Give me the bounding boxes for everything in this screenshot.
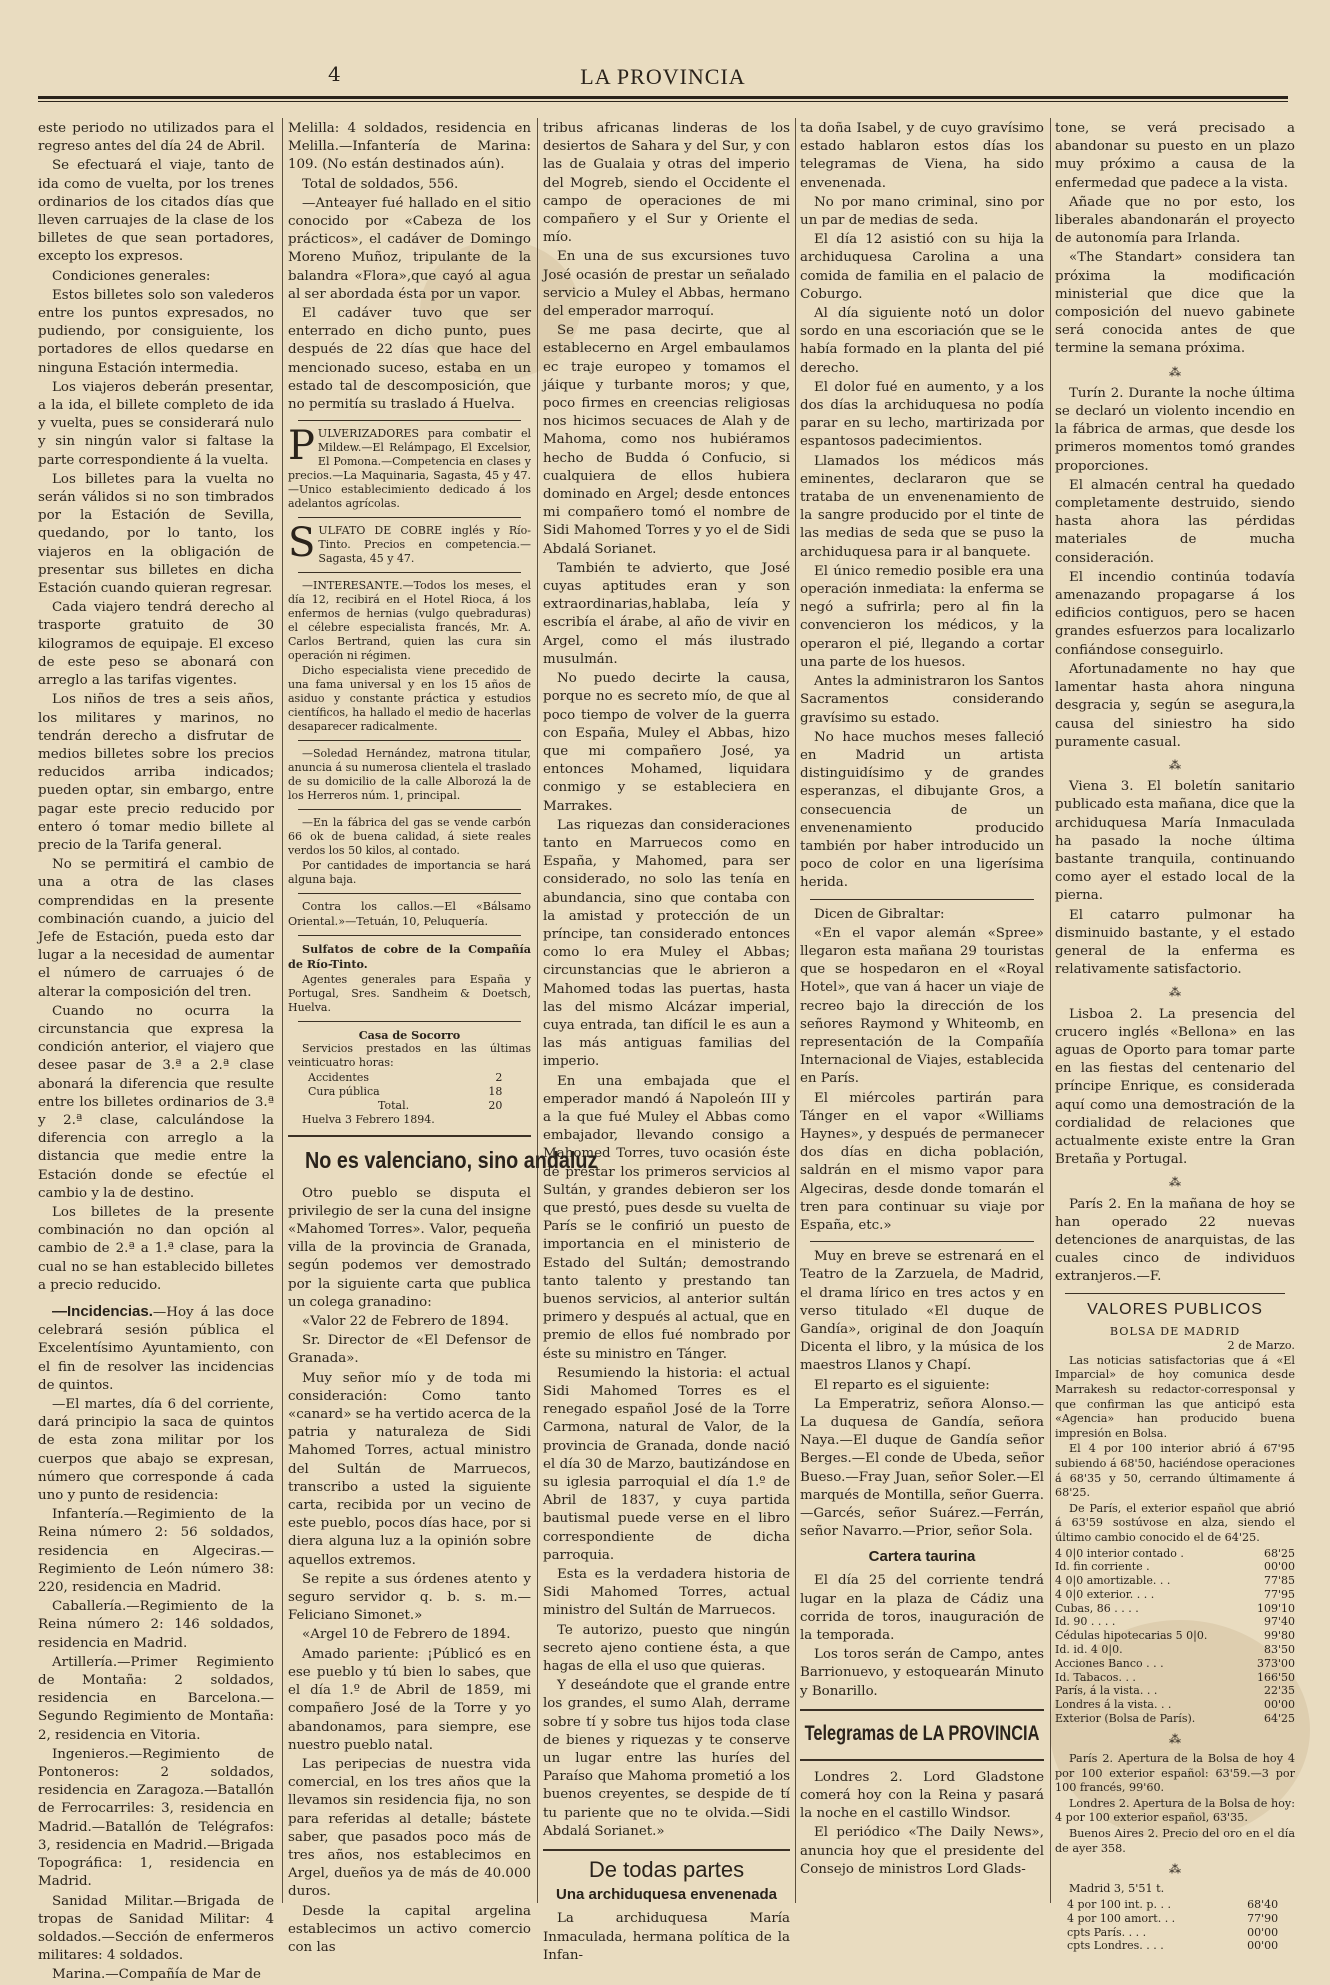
paragraph: Dicen de Gibraltar: (814, 906, 945, 922)
table-cell: 00'00 (1263, 1698, 1295, 1712)
table-row (1055, 1602, 1295, 1616)
column-divider (1050, 118, 1051, 1903)
paragraph: «Argel 10 de Febrero de 1894. (302, 1627, 511, 1643)
quotes-table (1055, 1547, 1295, 1726)
article-headline: Una archiduquesa envenenada (556, 1886, 777, 1904)
table-cell: 4 por 100 int. p. . . (1067, 1898, 1171, 1912)
paragraph: Los billetes de la presente combinación no dan opción al cambio de 2.ª a 1.ª clase, para la cual no se han establecido billetes a precio reducido. (38, 1204, 274, 1293)
separator (298, 1021, 521, 1022)
paragraph: Los toros serán de Campo, antes Barrionuevo, y estoquearán Minuto y Bonarillo. (800, 1647, 1044, 1699)
header-rule (38, 96, 1288, 102)
paragraph: Añade que no por esto, los liberales abandonarán el proyecto de autonomía para Irlanda. (1055, 194, 1295, 247)
table-cell: 166'50 (1256, 1670, 1295, 1684)
incidencias-text: —Hoy á las doce celebrará sesión pública el Excelentísimo Ayuntamiento, con el fin de resolver las incidencias de quintos. (38, 1305, 274, 1393)
socorro-title: Casa de Socorro (358, 1027, 461, 1042)
asterism-icon: ⁂ (1169, 985, 1181, 1000)
column-4 (800, 120, 1044, 1905)
paragraph: Amado pariente: ¡Públicó es en ese pueblo y tú bien lo sabes, que el día 1.º de Abril de 1859, mi compañero José de la Torre y yo abandonamos, para siempre, ese nuestro pueblo natal. (288, 1646, 531, 1753)
ad-paragraph: Por cantidades de importancia se hará alguna baja. (288, 859, 531, 887)
paragraph: Los niños de tres a seis años, los militares y marinos, no tendrán derecho a disfrutar de medios billetes sobre los precios reducidos arriba indicados; pueden optar, sin embargo, entre pagar este precio reducido por entero ó tomar medio billete al precio de la Tarifa general. (38, 692, 274, 853)
paragraph: «En el vapor alemán «Spree» llegaron esta mañana 29 touristas que se hospedaron en el «Royal Hotel», que van á hacer un viaje de recreo bajo la dirección de los señores Raymond y Whiteomb, en representación de la Compañía Internacional de Viajes, establecida en París. (800, 925, 1044, 1087)
table-cell: Id. 90 . . . . (1055, 1615, 1116, 1629)
paragraph: El periódico «The Daily News», anuncia hoy que el presidente del Consejo de ministros Lord Glads- (800, 1825, 1044, 1877)
paragraph: Y deseándote que el grande entre los grandes, el sumo Alah, derrame sobre tí y sobre tus hijos toda clase de bienes y riquezas y te conserve un lugar entre las huríes del Paraíso que Mahoma prometió a los buenos creyentes, se despide de tí tu pariente que no te olvida.—Sidi Abdalá Sorianet.» (543, 1678, 790, 1839)
table-cell: Londres á la vista. . . (1055, 1698, 1172, 1712)
table-cell: 00'00 (1247, 1939, 1279, 1953)
table-row (308, 1099, 502, 1113)
paragraph: Al día siguiente notó un dolor sordo en una escoriación que se le había formado en la planta del pié derecho. (800, 306, 1044, 376)
paragraph: Afortunadamente no hay que lamentar hasta ahora ninguna desgracia y, según se asegura,la causa del siniestro ha sido puramente casual. (1055, 661, 1295, 750)
paragraph: Viena 3. El boletín sanitario publicado esta mañana, dice que la archiduquesa María Inmaculada ha pasado la noche última bastante tranquila, continuando como ayer el estado local de la pierna. (1055, 779, 1295, 904)
paragraph: Se repite a sus órdenes atento y seguro servidor q. b. s. m.—Feliciano Simonet.» (288, 1571, 531, 1624)
article-headline: No es valenciano, sino andaluz (305, 1146, 598, 1173)
ad-paragraph: Dicho especialista viene precedido de una fama universal y en los 15 años de asiduo y constante práctica y estudios científicos, ha hallado el medio de hacerlas desaparecer radicalmente. (288, 664, 531, 734)
article-headline: Cartera taurina (868, 1548, 976, 1566)
table-row (1055, 1588, 1295, 1602)
table-cell: París, á la vista. . . (1055, 1684, 1158, 1698)
paragraph: El miércoles partirán para Tánger en el vapor «Williams Haynes», y después de permanecer dos días en dicha población, saldrán en el mismo vapor para Algeciras, desde donde tomarán el tren para continuar su viaje por España, etc.» (800, 1090, 1044, 1233)
section-headline: De todas partes (588, 1857, 745, 1883)
paragraph: Muy en breve se estrenará en el Teatro de la Zarzuela, de Madrid, el drama lírico en tres actos y en verso titulado «El duque de Gandía», original de don Joaquín Dicenta el libro, y la música de los maestros Llanos y Chapí. (800, 1249, 1044, 1374)
table-cell: Total. (378, 1098, 410, 1112)
separator (800, 1709, 1044, 1711)
column-3 (543, 120, 790, 1963)
table-cell: 77'85 (1263, 1574, 1295, 1588)
paragraph: Antes la administraron los Santos Sacramentos considerando gravísimo su estado. (800, 674, 1044, 726)
separator (800, 1759, 1044, 1761)
paragraph: Llamados los médicos más eminentes, declararon que se trataba de un envenenamiento de la sangre producido por el tinte de las medias de seda que se puso la archiduquesa para ir al banquete. (800, 453, 1044, 560)
paragraph: La archiduquesa María Inmaculada, hermana política de la Infan- (543, 1911, 790, 1963)
ad-sulfato (288, 520, 531, 567)
paragraph: Te autorizo, puesto que ningún secreto ajeno contiene ésta, a que hagas de ella el uso que quieras. (543, 1622, 790, 1675)
table-cell: 373'00 (1256, 1656, 1295, 1670)
table-cell: cpts Londres. . . . (1067, 1939, 1164, 1953)
dropcap: S (288, 520, 316, 567)
table-cell: Id. Tabacos. . . (1055, 1670, 1136, 1684)
table-row (1067, 1939, 1278, 1953)
ad-gas: —En la fábrica del gas se vende carbón 66 ok de buena calidad, á siete reales verdos los 50 kilos, al contado. (288, 816, 531, 858)
column-5 (1055, 120, 1295, 1953)
paragraph: El día 12 asistió con su hija la archiduquesa Carolina a una comida de familia en el palacio de Coburgo. (800, 232, 1044, 302)
socorro-date: Huelva 3 Febrero 1894. (302, 1112, 435, 1126)
separator (543, 1849, 790, 1851)
separator (288, 1135, 531, 1137)
table-row (1055, 1643, 1295, 1657)
table-row (1055, 1547, 1295, 1561)
table-cell: Cubas, 86 . . . . (1055, 1601, 1139, 1615)
table-cell: Cura pública (308, 1085, 380, 1099)
paragraph: Muy señor mío y de toda mi consideración: Como tanto «canard» se ha vertido acerca de la patria y naturaleza de Sidi Mahomed Torres, actual ministro del Sultán de Marruecos, transcribo a usted la siguiente carta, recibida por un vecino de este pueblo, pocos días hace, por si diera alguna luz a la opinión sobre aquellos extremos. (288, 1370, 531, 1568)
ad-matrona: —Soledad Hernández, matrona titular, anuncia á su numerosa clientela el traslado de su domicilio de la calle Alborozá la de los Herreros núm. 1, principal. (288, 747, 531, 803)
asterism-icon: ⁂ (1169, 364, 1181, 379)
paragraph: París 2. En la mañana de hoy se han operado 22 nuevas detenciones de anarquistas, de las cuales cinco de individuos extranjeros.—F. (1055, 1196, 1295, 1285)
socorro-subtitle: Servicios prestados en las últimas veinticuatro horas: (288, 1042, 531, 1070)
paragraph: Las riquezas dan consideraciones tanto en Marruecos como en España, y Mahomed, para ser considerado, no solo las tenía en abundancia, sino que contaba con la amistad y protección de un príncipe, tan considerado entonces como lo era Muley el Abbas; circunstancias que le abrieron a Mahomed todas las puertas, hasta las del mismo Alcázar imperial, cuya entrada, tan difícil le es aun a las más antiguas familias del imperio. (543, 817, 790, 1070)
table-cell: 68'40 (1247, 1898, 1279, 1912)
paragraph: También te advierto, que José cuyas aptitudes eran y son extraordinarias,hablaba, leía y escribía el árabe, al año de vivir en Argel, como el más ilustrado musulmán. (543, 560, 790, 667)
asterism-icon: ⁂ (1169, 757, 1181, 772)
separator (1065, 1293, 1285, 1294)
table-cell: 4 por 100 amort. . . (1067, 1911, 1176, 1925)
paragraph: Sanidad Militar.—Brigada de tropas de Sanidad Militar: 4 soldados.—Sección de enfermeros militares: 4 soldados. (38, 1893, 274, 1964)
paragraph: Esta es la verdadera historia de Sidi Mahomed Torres, actual ministro del Sultán de Marruecos. (543, 1567, 790, 1619)
paragraph: Buenos Aires 2. Precio del oro en el día de ayer 358. (1055, 1827, 1295, 1855)
paragraph: —El martes, día 6 del corriente, dará principio la saca de quintos de esta zona militar por los cuerpos que abajo se expresan, número que corresponde á cada uno y punto de residencia: (38, 1397, 274, 1504)
table-cell: 2 (495, 1071, 503, 1085)
paragraph: —Anteayer fué hallado en el sitio conocido por «Cabeza de los prácticos», el cadáver de Domingo Moreno Muñoz, tripulante de la balandra «Flora»,que cayó al agua al ser abordada ésta por un vapor. (288, 195, 531, 302)
table-row (1055, 1712, 1295, 1726)
masthead (38, 58, 1288, 98)
column-divider (795, 118, 796, 1903)
paragraph: No puedo decirte la causa, porque no es secreto mío, de que al poco tiempo de volver de la guerra con España, Muley el Abbas, hizo que mi compañero José, ya entonces Mohamed, liquidara conmigo y se estableciera en Marrakes. (543, 671, 790, 814)
paragraph: El catarro pulmonar ha disminuido bastante, y el estado general de la enferma es relativamente satisfactorio. (1055, 907, 1295, 978)
separator (298, 517, 521, 518)
paragraph: «Valor 22 de Febrero de 1894. (302, 1314, 509, 1330)
asterism-icon: ⁂ (1169, 1862, 1181, 1877)
paragraph: El dolor fué en aumento, y a los dos días la archiduquesa no podía parar en su lecho, martirizada por espantosos padecimientos. (800, 379, 1044, 450)
paragraph: En una embajada que el emperador mandó á Napoleón III y a la que fué Muley el Abbas como embajador, llevando consigo a Mahomed Torres, tuvo ocasión éste de prestar los primeros servicios al Sultán, y grandes debieron ser los que prestó, pues desde su vuelta de París se le confirió un puesto de importancia en el ministerio de Estado del Sultán; demostrando tanto talento y prestando tan buenos servicios, al anterior sultán primero y después al actual, que en premio de ellos fué nombrado por éste su ministro en Tánger. (543, 1073, 790, 1362)
table-cell: 22'35 (1263, 1684, 1295, 1698)
table-row (1055, 1629, 1295, 1643)
paragraph: Londres 2. Apertura de la Bolsa de hoy: 4 por 100 exterior español, 63'35. (1055, 1796, 1295, 1825)
table-cell: 00'00 (1263, 1560, 1295, 1574)
table-cell: Exterior (Bolsa de París). (1055, 1712, 1196, 1726)
page-number: 4 (328, 62, 341, 86)
table-cell: 83'50 (1263, 1643, 1295, 1657)
ad-text: ULFATO DE COBRE inglés y Río-Tinto. Precios en competencia.—Sagasta, 45 y 47. (318, 524, 531, 566)
table-cell: 77'90 (1247, 1911, 1279, 1925)
table-cell: 00'00 (1247, 1925, 1279, 1939)
incidencias-title: —Incidencias. (52, 1303, 153, 1320)
paragraph: «The Standart» considera tan próxima la modificación ministerial que dice que la composición del nuevo gabinete será conocida antes de que termine la semana próxima. (1055, 250, 1295, 357)
paragraph: Artillería.—Primer Regimiento de Montaña: 2 soldados, residencia en Barcelona.—Segundo Regimiento de Montaña: 2, residencia en Vitoria. (38, 1654, 274, 1743)
paragraph: Otro pueblo se disputa el privilegio de ser la cuna del insigne «Mahomed Torres». Valor, pequeña villa de la provincia de Granada, según podemos ver demostrado por la siguiente carta que publica un colega granadino: (288, 1185, 531, 1310)
subheadline: BOLSA DE MADRID (1109, 1324, 1241, 1338)
paragraph: Los viajeros deberán presentar, a la ida, el billete completo de ida y vuelta, pues se considerará nulo y sin ningún valor si faltase la parte correspondiente á la vuelta. (38, 379, 274, 468)
paragraph: Turín 2. Durante la noche última se declaró un violento incendio en la fábrica de armas, que desde los primeros momentos tomó grandes proporciones. (1055, 385, 1295, 474)
table-cell: 77'95 (1263, 1587, 1295, 1601)
paragraph: Se me pasa decirte, que al establecerno en Argel embaulamos ec traje europeo y tomamos el jáique y turbante moros; y que, poco firmes en creencias religiosas nos hicimos secuaces de Alah y de Mahoma, como nos hubiéramos hecho de Budda ó Confucio, si cualquiera de ellos hubiera dominado en Argel; desde entonces mi compañero tomó el nombre de Sidi Mahomed Torres y yo el de Sidi Abdalá Sorianet. (543, 323, 790, 557)
table-cell: 4 0|0 exterior. . . . (1055, 1587, 1155, 1601)
paragraph: Las peripecias de nuestra vida comercial, en los tres años que la llevamos sin residencia fija, no son para referidas al detalle; bástete saber, que pasados poco más de tres años, nos establecimos en Argel, dueños ya de más de 40.000 duros. (288, 1756, 531, 1900)
paragraph: El 4 por 100 interior abrió á 67'95 subiendo á 68'50, haciéndose operaciones á 68'35 y 50, cerrando últimamente á 68'25. (1055, 1442, 1295, 1500)
paragraph: Melilla: 4 soldados, residencia en Melilla.—Infantería de Marina: 109. (No están destinados aún). (288, 121, 531, 173)
table-row (308, 1085, 502, 1099)
separator (298, 420, 521, 421)
table-cell: 18 (488, 1085, 503, 1099)
ad-interesante: —INTERESANTE.—Todos los meses, el día 12, recibirá en el Hotel Rioca, á los enfermos de hernias (vulgo quebraduras) el célebre especialista francés, Mr. A. Carlos Bertrand, quien las cura sin operación ni régimen. (288, 579, 531, 663)
table-cell: 4 0|0 amortizable. . . (1055, 1574, 1171, 1588)
paragraph: Sr. Director de «El Defensor de Granada». (288, 1333, 531, 1367)
socorro-table (308, 1071, 502, 1112)
paragraph: No por mano criminal, sino por un par de medias de seda. (800, 194, 1044, 229)
paragraph: El almacén central ha quedado completamente destruido, siendo hasta ahora las pérdidas materiales de mucha consideración. (1055, 477, 1295, 566)
paragraph: Infantería.—Regimiento de la Reina número 2: 56 soldados, residencia en Algeciras.—Regimiento de León número 38: 220, residencia en Madrid. (38, 1507, 274, 1596)
paragraph: Desde la capital argelina establecimos un activo comercio con las (288, 1903, 531, 1955)
paragraph: Estos billetes solo son valederos entre los puntos expresados, no pudiendo, por consiguiente, los portadores de ellos quedarse en ninguna Estación intermedia. (38, 287, 274, 376)
table-cell: 64'25 (1263, 1712, 1295, 1726)
paragraph: Total de soldados, 556. (302, 176, 459, 192)
column-1 (38, 120, 274, 1983)
table-cell: 97'40 (1263, 1615, 1295, 1629)
separator (298, 572, 521, 573)
table-row (1055, 1657, 1295, 1671)
paragraph: De París, el exterior español que abrió á 63'59 sostúvose en alza, siendo el último cambio conocido el de 64'25. (1055, 1501, 1295, 1544)
paragraph: ta doña Isabel, y de cuyo gravísimo estado hablaron estos días los telegramas de Viena, ha sido envenenada. (800, 121, 1044, 191)
paragraph: Las noticias satisfactorias que á «El Imparcial» de hoy comunica desde Marrakesh su redactor-corresponsal y que confirman las que anticipó esta «Agencia» han producido buena impresión en Bolsa. (1055, 1353, 1295, 1440)
separator (298, 809, 521, 810)
separator (810, 899, 1034, 900)
table-cell: Id. id. 4 0|0. (1055, 1643, 1123, 1657)
incidencias-paragraph (38, 1303, 274, 1395)
asterism-icon: ⁂ (1169, 1731, 1181, 1746)
separator (298, 740, 521, 741)
separator (298, 893, 521, 894)
paragraph: El reparto es el siguiente: (814, 1377, 990, 1393)
paragraph: No hace muchos meses falleció en Madrid un artista distinguidísimo y de grandes esperanzas, el dibujante Gros, a consecuencia de un envenenamiento producido también por haber introducido un poco de color en una ligerísima herida. (800, 729, 1044, 891)
paragraph: El día 25 del corriente tendrá lugar en la plaza de Cádiz una corrida de toros, inauguración de la temporada. (800, 1573, 1044, 1644)
table-cell: 4 0|0 interior contado . (1055, 1546, 1184, 1560)
column-divider (537, 118, 538, 1903)
table-row (1055, 1615, 1295, 1629)
paragraph: En una de sus excursiones tuvo José ocasión de prestar un señalado servicio a Muley el Abbas, hermano del emperador marroquí. (543, 249, 790, 320)
paragraph: tribus africanas linderas de los desiertos de Sahara y del Sur, y con las de Gualaia y otras del imperio del Mogreb, siendo el Occidente el campo de operaciones de mi compañero y el Sur y Oriente el mío. (543, 121, 790, 246)
table-row (1055, 1574, 1295, 1588)
section-headline: Telegramas de LA PROVINCIA (804, 1721, 1040, 1745)
table-row (1067, 1912, 1278, 1926)
separator (810, 1241, 1034, 1242)
paragraph: El cadáver tuvo que ser enterrado en dicho punto, pues después de 22 días que hace del mencionado suceso, estaba en un estado tal de descomposición, que no permitía su traslado á Huelva. (288, 306, 531, 413)
paragraph: París 2. Apertura de la Bolsa de hoy 4 por 100 exterior español: 63'59.—3 por 100 francés, 99'60. (1055, 1752, 1295, 1795)
table-row (308, 1071, 502, 1085)
column-divider (282, 118, 283, 1903)
table-cell: cpts París. . . . (1067, 1925, 1147, 1939)
paragraph: Lisboa 2. La presencia del crucero inglés «Bellona» en las aguas de Oporto para tomar parte en las fiestas del centenario del príncipe Enrique, es considerada aquí como una demostración de la cordialidad de relaciones que actualmente existe entre la Gran Bretaña y Portugal. (1055, 1006, 1295, 1168)
newspaper-title: LA PROVINCIA (580, 64, 746, 89)
table-row (1055, 1698, 1295, 1712)
paragraph: este periodo no utilizados para el regreso antes del día 24 de Abril. (38, 121, 274, 155)
paragraph: Ingenieros.—Regimiento de Pontoneros: 2 soldados, residencia en Zaragoza.—Batallón de Ferrocarriles: 3, residencia en Madrid.—Batallón de Telégrafos: 3, residencia en Madrid.—Brigada Topográfica: 1, residencia en Madrid. (38, 1746, 274, 1890)
paragraph: Londres 2. Lord Gladstone comerá hoy con la Reina y pasará la noche en el castillo Windsor. (800, 1769, 1044, 1822)
section-headline: VALORES PUBLICOS (1087, 1300, 1263, 1318)
paragraph: Cada viajero tendrá derecho al trasporte gratuito de 30 kilogramos de equipaje. El exceso de este peso se abonará con arreglo a las tarifas vigentes. (38, 600, 274, 689)
table-cell: Accidentes (308, 1071, 369, 1085)
column-2 (288, 120, 598, 1955)
paragraph: Caballería.—Regimiento de la Reina número 2: 146 soldados, residencia en Madrid. (38, 1599, 274, 1651)
paragraph: No se permitirá el cambio de una a otra de las clases comprendidas en la presente combinación cuando, a juicio del Jefe de Estación, pueda esto dar lugar a la necesidad de aumentar el número de carruajes ó de alterar la composición del tren. (38, 857, 274, 1000)
dropcap: P (288, 423, 315, 470)
paragraph: La Emperatriz, señora Alonso.—La duquesa de Gandía, señora Naya.—El duque de Gandía señor Berges.—El conde de Ubeda, señor Bueso.—Fray Juan, señor Soler.—El marqués de Montilla, señor Guerra.—Garcés, señor Suárez.—Ferrán, señor Navarro.—Prior, señor Sola. (800, 1396, 1044, 1540)
table-cell: Cédulas hipotecarias 5 0|0. (1055, 1629, 1208, 1643)
date-line: 2 de Marzo. (1227, 1339, 1295, 1353)
ad-callos: Contra los callos.—El «Bálsamo Oriental.»—Tetuán, 10, Peluquería. (288, 900, 531, 928)
ad-pulverizadores (288, 423, 531, 511)
table-row (1067, 1926, 1278, 1940)
table-row (1055, 1560, 1295, 1574)
table-cell: 99'80 (1263, 1629, 1295, 1643)
paragraph: Condiciones generales: (52, 268, 211, 284)
ad-text: ULVERIZADORES para combatir el Mildew.—El Relámpago, El Excelsior, El Pomona.—Competencia en clases y precios.—La Maquinaria, Sagasta, 45 y 47.—Unico establecimiento dedicado á los adelantos agrícolas. (288, 427, 531, 511)
table-cell: 68'25 (1263, 1546, 1295, 1560)
paragraph: El incendio continúa todavía amenazando propagarse á los edificios contiguos, pero se hacen grandes esfuerzos para localizarlo confiándose conseguirlo. (1055, 569, 1295, 658)
ad-sulfatos: Sulfatos de cobre de la Compañía de Río-Tinto. (288, 942, 531, 972)
madrid-head: Madrid 3, 5'51 t. (1069, 1882, 1165, 1896)
table-cell: Acciones Banco . . . (1055, 1656, 1164, 1670)
table-cell: 20 (488, 1098, 503, 1112)
paragraph: tone, se verá precisado a abandonar su puesto en un plazo muy próximo a causa de la enfermedad que padece a la vista. (1055, 121, 1295, 191)
table-row (1067, 1898, 1278, 1912)
asterism-icon: ⁂ (1169, 1175, 1181, 1190)
table-cell: 109'10 (1256, 1601, 1295, 1615)
paragraph: El único remedio posible era una operación inmediata: la enferma se negó a sufrirla; pero al fin la convencieron los médicos, y la operaron el pié, llegando a cortar una parte de los huesos. (800, 563, 1044, 670)
paragraph: Marina.—Compañía de Mar de (52, 1967, 261, 1983)
paragraph: Se efectuará el viaje, tanto de ida como de vuelta, por los trenes ordinarios de los citados días que lleven carruajes de la clase de los billetes de que sean portadores, excepto los expresos. (38, 158, 274, 265)
paragraph: Los billetes para la vuelta no serán válidos si no son timbrados por la Estación de Sevilla, quedando, por lo tanto, los viajeros en la obligación de presentar sus billetes en dicha Estación cuando quieran regresar. (38, 471, 274, 597)
table-row (1055, 1684, 1295, 1698)
table-cell: Id. fin corriente . (1055, 1560, 1150, 1574)
separator (298, 935, 521, 936)
table-row (1055, 1671, 1295, 1685)
paragraph: Cuando no ocurra la circunstancia que expresa la condición anterior, el viajero que desee pasar de 3.ª a 2.ª clase abonará la diferencia que resulte entre los billetes ordinarios de 3.ª y 2.ª clase, calculándose la diferencia con arreglo a la distancia que medie entre la Estación donde se efectúe el cambio y la de destino. (38, 1003, 274, 1201)
madrid-quotes-table (1067, 1898, 1278, 1953)
ad-agentes: Agentes generales para España y Portugal, Sres. Sandheim & Doetsch, Huelva. (288, 972, 531, 1014)
paragraph: Resumiendo la historia: el actual Sidi Mahomed Torres es el renegado español José de la Torre Carmona, natural de Valor, de la provincia de Granada, donde nació el día 30 de Marzo, bautizándose en su iglesia parroquial el día 1.º de Abril de 1837, y cuya partida bautismal puede verse en el libro correspondiente de dicha parroquia. (543, 1365, 790, 1563)
